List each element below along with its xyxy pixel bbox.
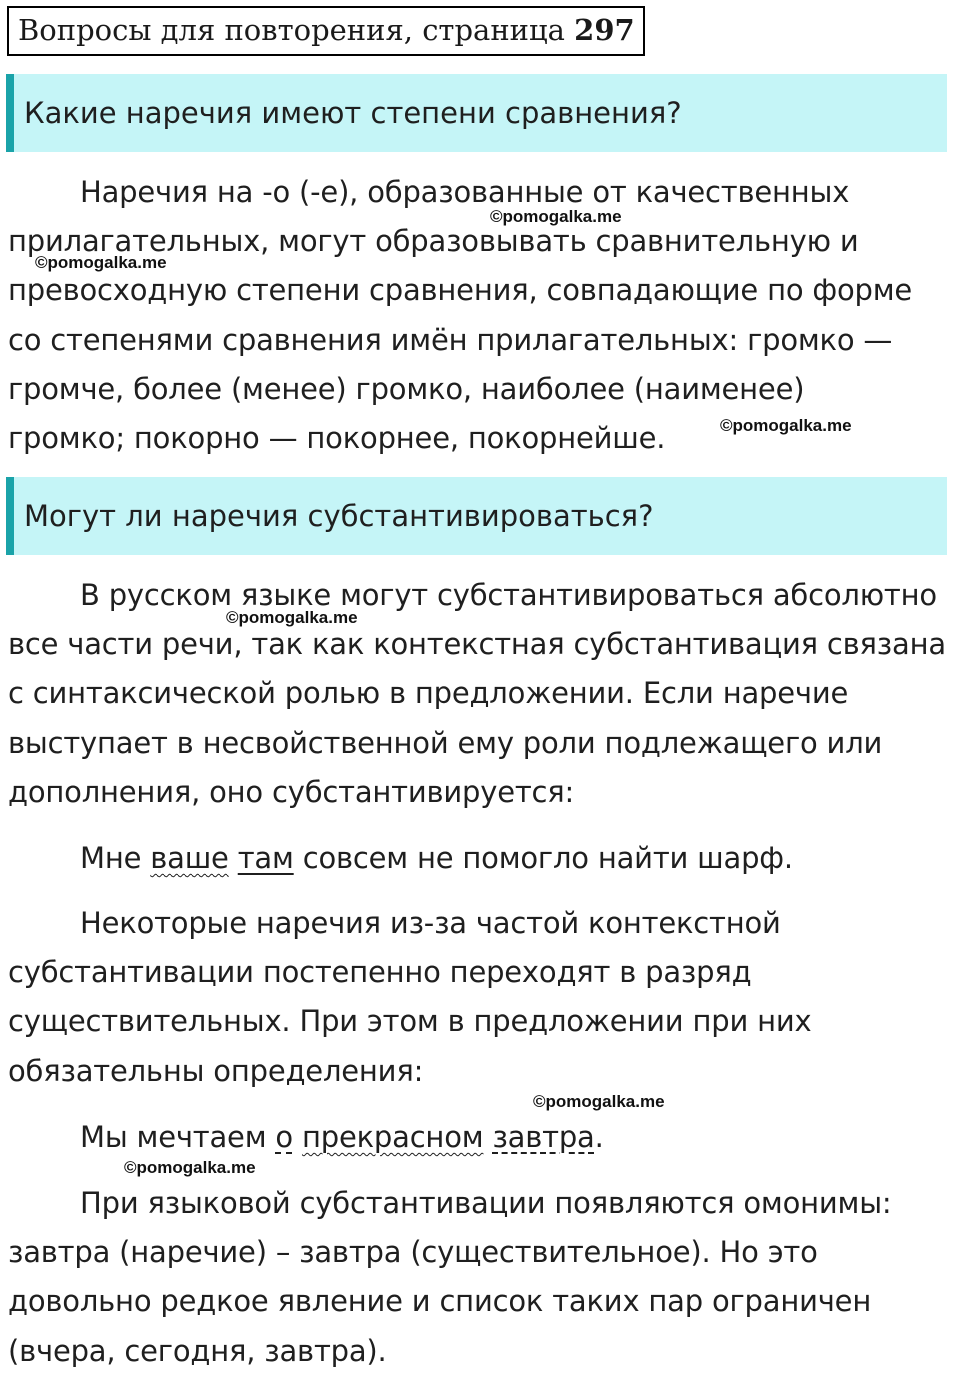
example-text: .: [594, 1120, 604, 1154]
answer-2-line: существительных. При этом в предложении при них: [8, 1004, 812, 1039]
attribute-word: прекрасном: [301, 1120, 484, 1154]
object-word: завтра: [492, 1120, 595, 1154]
answer-2-line: довольно редкое явление и список таких пар ограничен: [8, 1284, 872, 1319]
page-title: [7, 6, 645, 56]
question-2-heading: Могут ли наречия субстантивироваться?: [6, 477, 947, 555]
answer-1-line: громче, более (менее) громко, наиболее (наименее): [8, 371, 805, 406]
subject-word: там: [237, 841, 294, 875]
answer-2-line: выступает в несвойственной ему роли подлежащего или: [8, 725, 883, 760]
watermark: ©pomogalka.me: [720, 416, 852, 435]
watermark: ©pomogalka.me: [35, 253, 167, 272]
attribute-word: ваше: [150, 841, 229, 875]
space: [229, 841, 238, 875]
example-sentence-2: [8, 1113, 953, 1162]
watermark: ©pomogalka.me: [124, 1158, 256, 1177]
example-text: совсем не помогло найти шарф.: [293, 841, 793, 875]
answer-1-line: Наречия на -о (-е), образованные от качественных: [80, 175, 850, 209]
answer-2-line: В русском языке могут субстантивироваться абсолютно: [80, 578, 937, 612]
answer-2-line: Некоторые наречия из-за частой контекстной: [80, 906, 781, 940]
example-text: Мы мечтаем: [80, 1120, 276, 1154]
answer-2-paragraph-2: [8, 899, 953, 1096]
watermark: ©pomogalka.me: [533, 1092, 665, 1111]
example-text: Мне: [80, 841, 151, 875]
answer-1-line: громко; покорно — покорнее, покорнейше.: [8, 421, 666, 456]
answer-2-line: обязательны определения:: [8, 1053, 424, 1088]
answer-2-line: При языковой субстантивации появляются омонимы:: [80, 1186, 892, 1220]
answer-2-paragraph-1: [8, 571, 953, 817]
watermark: ©pomogalka.me: [490, 207, 622, 226]
answer-2-line: все части речи, так как контекстная субстантивация связана: [8, 627, 946, 662]
answer-1-line: со степенями сравнения имён прилагательных: громко —: [8, 322, 893, 357]
answer-2-line: дополнения, оно субстантивируется:: [8, 774, 575, 809]
answer-2-paragraph-3: [8, 1179, 953, 1376]
question-1-heading: Какие наречия имеют степени сравнения?: [6, 74, 947, 152]
page-number: 297: [574, 13, 635, 47]
answer-1-line: превосходную степени сравнения, совпадающие по форме: [8, 273, 913, 308]
object-word: о: [275, 1120, 293, 1154]
page-title-text: Вопросы для повторения, страница: [18, 13, 565, 47]
example-sentence-1: [8, 834, 953, 883]
answer-2-line: (вчера, сегодня, завтра).: [8, 1333, 387, 1368]
answer-2-line: завтра (наречие) – завтра (существительное). Но это: [8, 1235, 818, 1270]
answer-1-line: прилагательных, могут образовывать сравнительную и: [8, 224, 859, 259]
watermark: ©pomogalka.me: [226, 608, 358, 627]
answer-2-line: с синтаксической ролью в предложении. Если наречие: [8, 676, 849, 711]
space: [293, 1120, 302, 1154]
answer-2-line: субстантивации постепенно переходят в разряд: [8, 955, 752, 990]
